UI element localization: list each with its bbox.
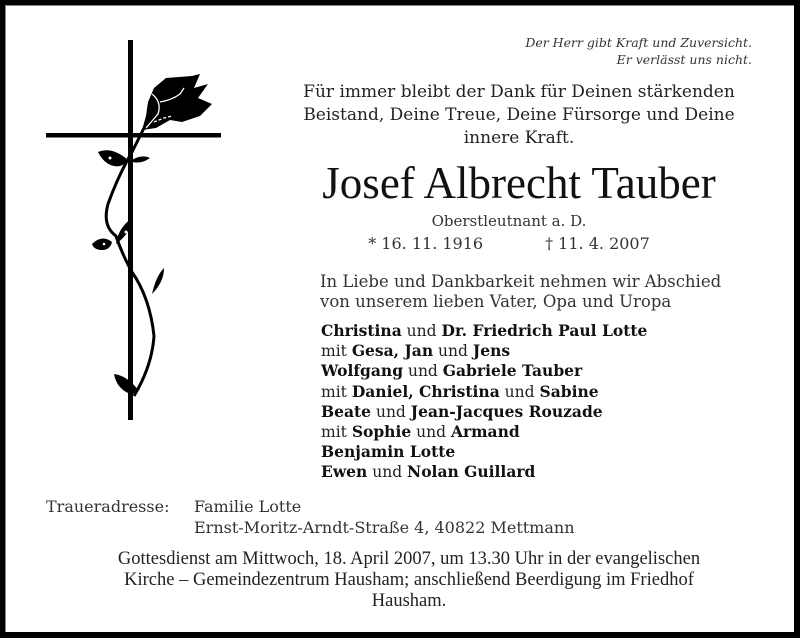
intro-text	[274, 81, 764, 150]
mourner-row	[321, 462, 647, 482]
mourner-row	[321, 341, 647, 361]
mourner-name: Nolan Guillard	[407, 462, 536, 482]
death-date: † 11. 4. 2007	[545, 234, 650, 253]
mourner-row	[321, 361, 647, 381]
mourner-row	[321, 382, 647, 402]
mourner-name: Sophie	[351, 422, 412, 442]
mourner-name: Jean-Jacques Rouzade	[410, 401, 603, 421]
mourner-row	[321, 402, 647, 422]
connector-text: und	[499, 382, 540, 401]
intro-line-1: Für immer bleibt der Dank für Deinen stärkenden	[303, 82, 735, 102]
deceased-name: Josef Albrecht Tauber	[322, 158, 716, 208]
obituary-card	[5, 5, 794, 632]
motto-verse	[525, 34, 752, 68]
farewell-line-1: In Liebe und Dankbarkeit nehmen wir Abschied	[320, 272, 722, 291]
address-label: Traueradresse:	[46, 497, 170, 516]
connector-text: mit	[321, 342, 352, 361]
mourner-row	[321, 442, 647, 462]
cross-with-rose-icon	[42, 36, 227, 426]
connector-text: mit	[321, 382, 352, 401]
motto-line-2: Er verlässt uns nicht.	[616, 52, 752, 67]
connector-text: und	[371, 402, 411, 421]
mourner-name: Dr. Friedrich Paul Lotte	[441, 321, 648, 340]
intro-line-3: innere Kraft.	[463, 128, 575, 148]
mourner-name: Daniel, Christina	[351, 381, 500, 401]
mourner-name: Beate	[321, 401, 372, 421]
connector-text: und	[401, 322, 442, 340]
mourner-name: Ewen	[321, 462, 368, 482]
mourner-row	[321, 321, 647, 341]
farewell-text	[320, 272, 721, 312]
mourners-list	[321, 321, 647, 483]
service-line-1: Gottesdienst am Mittwoch, 18. April 2007, um 13.30 Uhr in der evangelischen	[117, 549, 701, 569]
connector-text: und	[433, 342, 473, 361]
mourner-row	[321, 422, 647, 442]
mourner-name: Sabine	[539, 381, 599, 401]
mourner-name: Gabriele Tauber	[442, 361, 583, 381]
birth-date: * 16. 11. 1916	[368, 234, 484, 253]
connector-text: mit	[321, 423, 352, 442]
connector-text: und	[403, 362, 443, 381]
service-line-2: Kirche – Gemeindezentrum Hausham; anschließend Beerdigung im Friedhof	[124, 570, 694, 590]
farewell-line-2: von unserem lieben Vater, Opa und Uropa	[320, 292, 672, 311]
life-dates	[274, 234, 744, 254]
funeral-service-info	[44, 549, 774, 612]
mourner-name: Benjamin Lotte	[321, 442, 456, 462]
mourner-name: Jens	[472, 341, 511, 361]
motto-line-1: Der Herr gibt Kraft und Zuversicht.	[525, 35, 752, 50]
connector-text: und	[367, 463, 408, 482]
address-line-1: Familie Lotte	[194, 497, 302, 516]
mourner-name: Armand	[450, 422, 520, 442]
mourning-address	[46, 496, 575, 538]
deceased-rank: Oberstleutnant a. D.	[431, 212, 587, 230]
mourner-name: Christina	[321, 321, 402, 340]
mourner-name: Gesa, Jan	[351, 341, 434, 361]
service-line-3: Hausham.	[371, 591, 447, 611]
connector-text: und	[411, 423, 451, 442]
intro-line-2: Beistand, Deine Treue, Deine Fürsorge und Deine	[303, 105, 735, 125]
mourner-name: Wolfgang	[321, 361, 404, 381]
address-line-2: Ernst-Moritz-Arndt-Straße 4, 40822 Mettmann	[194, 518, 575, 537]
